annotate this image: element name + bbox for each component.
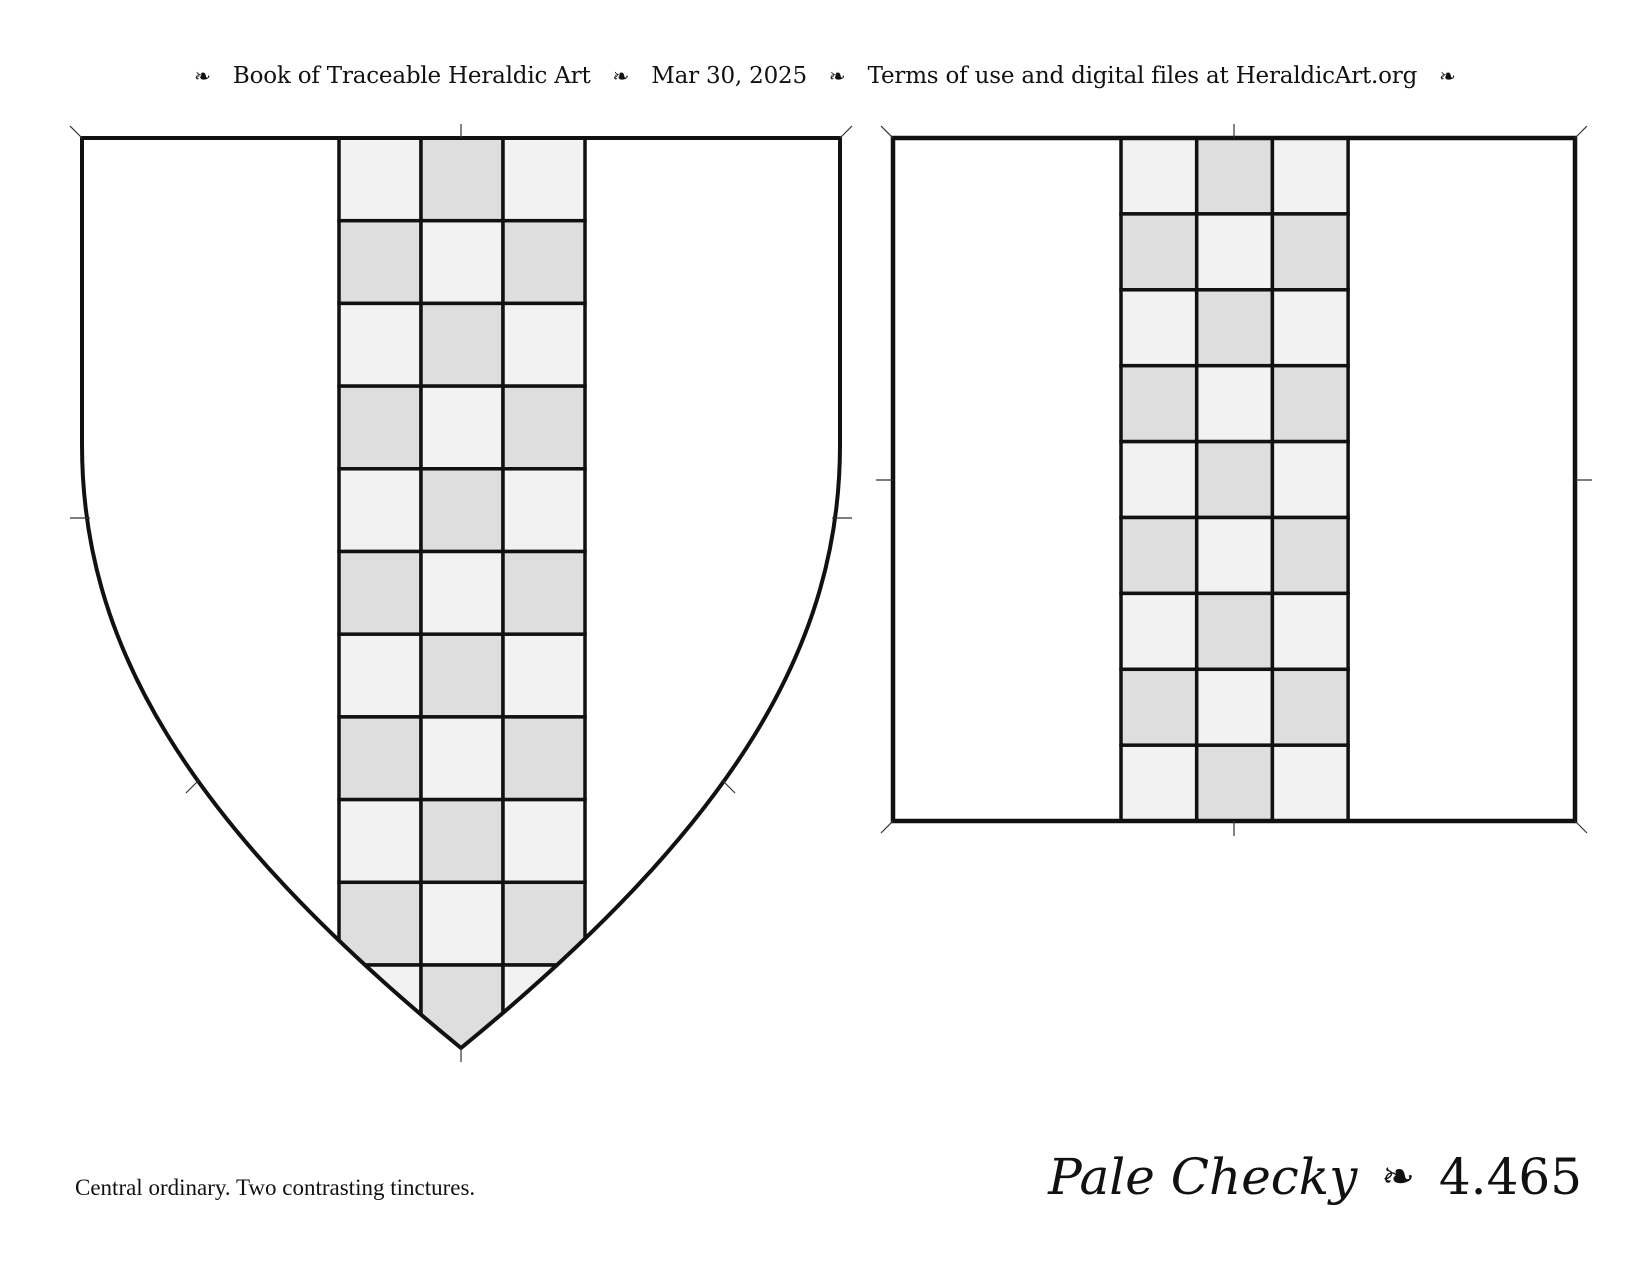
check-square (503, 221, 585, 304)
design-number: 4.465 (1438, 1148, 1582, 1206)
check-square (1197, 669, 1273, 745)
design-name: Pale Checky (1048, 1148, 1358, 1206)
check-square (339, 138, 421, 221)
check-square (421, 634, 503, 717)
check-square (1272, 745, 1348, 821)
design-heading (1048, 1148, 1582, 1206)
check-square (339, 800, 421, 883)
check-square (1272, 442, 1348, 518)
check-square (421, 138, 503, 221)
check-square (421, 882, 503, 965)
check-square (1121, 214, 1197, 290)
shield-figure (70, 124, 852, 1062)
check-square (1121, 366, 1197, 442)
check-square (503, 386, 585, 469)
check-square (339, 386, 421, 469)
check-square (339, 717, 421, 800)
check-square (339, 634, 421, 717)
check-square (1272, 366, 1348, 442)
publication-date: Mar 30, 2025 (651, 63, 807, 89)
check-square (1197, 745, 1273, 821)
check-square (421, 469, 503, 552)
fleuron-icon: ❧ (612, 64, 630, 88)
fleuron-icon: ❧ (1381, 1154, 1415, 1200)
check-square (503, 469, 585, 552)
check-square (339, 469, 421, 552)
check-square (503, 634, 585, 717)
check-square (503, 552, 585, 635)
check-square (1197, 366, 1273, 442)
check-square (503, 303, 585, 386)
check-square (421, 552, 503, 635)
fleuron-icon: ❧ (828, 64, 846, 88)
check-square (1121, 669, 1197, 745)
check-square (1272, 138, 1348, 214)
check-square (503, 138, 585, 221)
check-square (421, 386, 503, 469)
check-square (339, 221, 421, 304)
check-square (1197, 214, 1273, 290)
fleuron-icon: ❧ (1439, 64, 1456, 88)
terms-of-use: Terms of use and digital files at HeraldicArt.org (867, 63, 1418, 89)
check-square (1272, 214, 1348, 290)
check-square (1121, 290, 1197, 366)
shield-pale-checky (339, 138, 585, 1048)
check-square (1197, 138, 1273, 214)
check-square (339, 303, 421, 386)
check-square (1121, 138, 1197, 214)
check-square (1197, 442, 1273, 518)
check-square (1272, 290, 1348, 366)
check-square (1272, 518, 1348, 594)
check-square (421, 221, 503, 304)
check-square (1121, 442, 1197, 518)
check-square (503, 800, 585, 883)
check-square (1197, 593, 1273, 669)
check-square (421, 303, 503, 386)
check-square (1197, 518, 1273, 594)
check-square (421, 800, 503, 883)
check-square (503, 717, 585, 800)
design-description: Central ordinary. Two contrasting tinctures. (75, 1175, 476, 1200)
fleuron-icon: ❧ (194, 64, 211, 88)
check-square (1121, 745, 1197, 821)
banner-figure (876, 124, 1592, 836)
check-square (339, 552, 421, 635)
check-square (1121, 593, 1197, 669)
check-square (1197, 290, 1273, 366)
banner-pale-checky (1121, 138, 1348, 821)
check-square (421, 965, 503, 1048)
check-square (1272, 669, 1348, 745)
check-square (421, 717, 503, 800)
check-square (1121, 518, 1197, 594)
book-title: Book of Traceable Heraldic Art (232, 63, 591, 89)
check-square (1272, 593, 1348, 669)
